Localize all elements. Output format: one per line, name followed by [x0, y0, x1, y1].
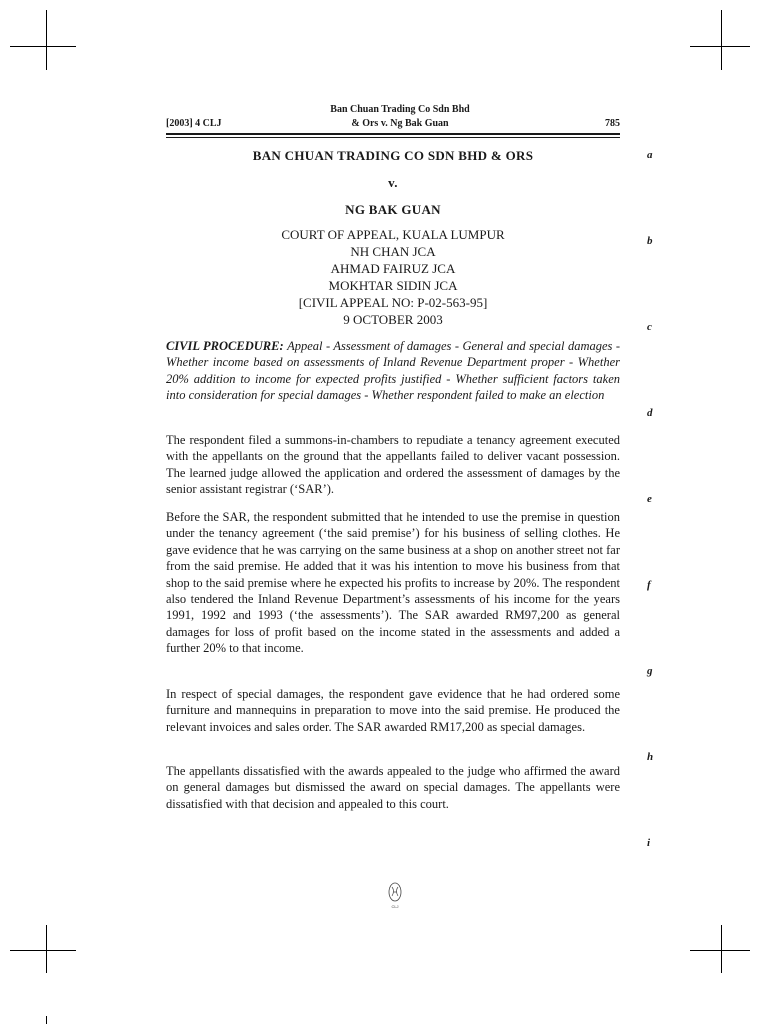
crop-mark — [46, 925, 47, 973]
header-rule-thin — [166, 137, 620, 138]
crop-mark — [10, 46, 76, 47]
appellant-name: BAN CHUAN TRADING CO SDN BHD & ORS — [252, 148, 534, 163]
crop-mark — [46, 10, 47, 70]
margin-letter-h: h — [647, 751, 654, 763]
paragraph-1: The respondent filed a summons-in-chambers to repudiate a tenancy agreement executed with the appellants on the ground that the appellants failed to deliver vacant possession. The learned judge allowed the application and ordered the assessment of damages by the senior assistant registrar (‘SAR’). — [166, 433, 620, 497]
margin-letter-b: b — [647, 235, 653, 247]
crop-mark — [721, 925, 722, 973]
clj-logo-icon — [385, 882, 405, 910]
crop-mark — [690, 950, 750, 951]
margin-letter-f: f — [647, 579, 651, 591]
margin-letter-c: c — [647, 321, 652, 333]
court-name: COURT OF APPEAL, KUALA LUMPUR — [281, 227, 505, 242]
case-name-line2: & Ors v. Ng Bak Guan — [351, 118, 449, 129]
page-number: 785 — [605, 118, 620, 129]
judge-1: NH CHAN JCA — [350, 244, 436, 259]
crop-mark — [690, 46, 750, 47]
judge-2: AHMAD FAIRUZ JCA — [330, 261, 456, 276]
footer-logo-text: CLJ — [391, 904, 399, 909]
crop-mark — [46, 1016, 47, 1024]
catchwords-heading: CIVIL PROCEDURE: — [166, 339, 284, 353]
paragraph-3: In respect of special damages, the respondent gave evidence that he had ordered some furniture and mannequins in preparation to move into the said premise. He produced the relevant invoices and sales order. The SAR awarded RM17,200 as special damages. — [166, 687, 620, 734]
margin-letter-g: g — [647, 665, 653, 677]
respondent-name: NG BAK GUAN — [345, 202, 441, 217]
case-name-line1: Ban Chuan Trading Co Sdn Bhd — [330, 104, 470, 115]
margin-letter-e: e — [647, 493, 652, 505]
citation: [2003] 4 CLJ — [166, 118, 222, 129]
paragraph-2: Before the SAR, the respondent submitted that he intended to use the premise in question under the tenancy agreement (‘the said premise’) for his business of selling clothes. He gave evidence that he was carrying on the same business at a shop on another street not far from the said premise. He added that it was his intention to move his business from that shop to the said premise where he expected his profits to increase by 20%. The respondent also tendered the Inland Revenue Department’s assessments of his income for the years 1991, 1992 and 1993 (‘the assessments’). The SAR awarded RM97,200 as general damages for loss of profit based on the income stated in the assessments and added a further 20% to that income. — [166, 510, 620, 656]
crop-mark — [721, 10, 722, 70]
header-rule-thick — [166, 133, 620, 135]
versus: v. — [388, 175, 398, 190]
judgment-date: 9 OCTOBER 2003 — [343, 312, 443, 327]
appeal-number: [CIVIL APPEAL NO: P-02-563-95] — [298, 295, 488, 310]
running-case-name — [280, 103, 520, 131]
margin-letter-a: a — [647, 149, 653, 161]
catchwords-text: Appeal - Assessment of damages - General and special damages - Whether income based on assessments of Inland Revenue Department proper - Whether 20% addition to income for expected profits justified - Whether sufficient factors taken into consideration for special damages - Whether respondent failed to make an election — [166, 339, 621, 403]
court-block — [166, 226, 620, 328]
judge-3: MOKHTAR SIDIN JCA — [328, 278, 458, 293]
margin-letter-d: d — [647, 407, 653, 419]
paragraph-4: The appellants dissatisfied with the awards appealed to the judge who affirmed the award on general damages but dismissed the award on special damages. The appellants were dissatisfied with that decision and appealed to this court. — [166, 764, 620, 811]
catchwords — [166, 338, 620, 404]
margin-letter-i: i — [647, 837, 651, 849]
crop-mark — [10, 950, 76, 951]
